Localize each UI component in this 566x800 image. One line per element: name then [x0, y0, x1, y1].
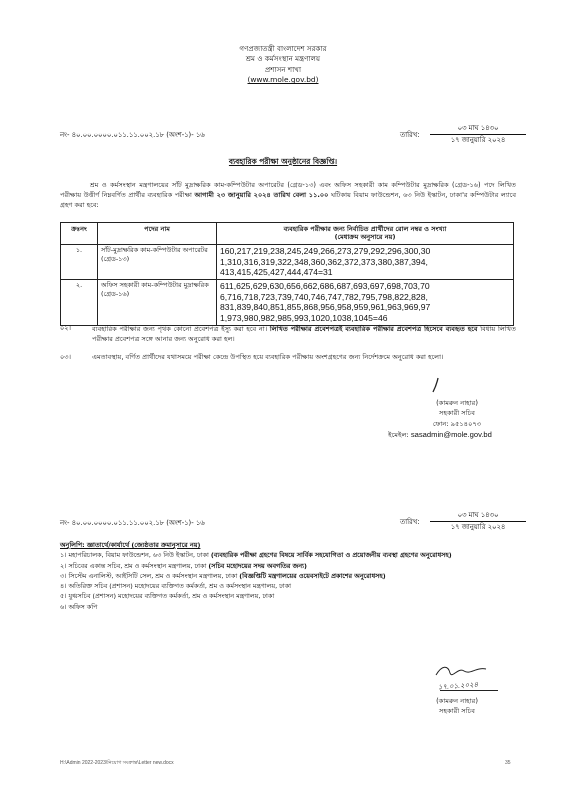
signatory-designation: সহকারী সচিব: [439, 409, 475, 418]
section-name: প্রশাসন শাখা: [264, 64, 302, 74]
signatory-email-row: [358, 429, 522, 441]
signatory-designation: সহকারী সচিব: [439, 707, 475, 716]
row-sl: ১.: [61, 244, 98, 279]
para2-rest: বিধায় লিখিত পরীক্ষার প্রবেশপত্র সঙ্গে আনার জন্য অনুরোধ করা হল।: [92, 325, 516, 344]
signatory-name: (কামরুন নাহার): [436, 399, 478, 407]
cc-heading: অনুলিপি: জ্ঞাতার্থে/কার্যার্থে (জ্যেষ্ঠতার ক্রমানুসারে নয়): [60, 541, 201, 549]
cc-item-bold: (সচিব মহোদয়ের সদয় অবগতির জন্য): [208, 561, 307, 570]
signature-block: [388, 398, 522, 441]
header-rolls-sub: (মেধাক্রম অনুসারে নয়): [334, 233, 396, 242]
date-bangla: ০৩ মাঘ ১৪৩০: [430, 511, 526, 522]
candidates-table: [60, 222, 514, 326]
email-label: ইমেইল:: [388, 431, 411, 440]
website-link[interactable]: (www.mole.gov.bd): [247, 75, 319, 85]
subject: [0, 157, 566, 167]
date-bangla: ০৩ মাঘ ১৪৩০: [430, 124, 526, 135]
para3-number: ০৩।: [60, 353, 71, 361]
table-row: [61, 279, 514, 325]
para3-text: এমতাবস্থায়, বর্ণিত প্রার্থীদের যথাসময়ে পরীক্ষা কেন্দ্রে উপস্থিত হয়ে ব্যবহারিক পরীক্ষায় অংশগ্রহণের জন্য নির্দেশক্রমে অনুরোধ করা হলো।: [92, 353, 444, 361]
cc-item-text: ২। সচিবের একান্ত সচিব, শ্রম ও কর্মসংস্থান মন্ত্রণালয়, ঢাকা: [60, 561, 209, 570]
cc-item: [60, 550, 520, 560]
row-rolls: 611,625,629,630,656,662,686,687,693,697,698,703,70 6,716,718,723,739,740,746,747,782,795,798,822,828, 831,839,840,851,855,868,956,958,959,961,963,969,97 1,973,980,982,985,993,1020,1038,1045=46: [217, 279, 514, 325]
cc-item: [60, 571, 520, 581]
footer-file-path: H:\Admin 2022-2023\নিয়োগ সংক্রান্ত\Letter new.docx: [60, 760, 174, 766]
date-english: ১৭ জানুয়ারি ২০২৪: [450, 136, 506, 144]
date-label: তারিখ:: [400, 131, 420, 139]
row-rolls: 160,217,219,238,245,249,266,273,279,292,296,300,30 1,310,316,319,322,348,360,362,372,373,380,387,394, 413,415,425,427,444,474=31: [217, 244, 514, 279]
cc-item: [60, 581, 520, 591]
signature-mark-1: [428, 376, 448, 394]
cc-item-text: ৬। অফিস কপি: [60, 602, 98, 611]
footer-page-number: 35: [505, 760, 511, 766]
cc-item: [60, 602, 520, 612]
row-sl: ২.: [61, 279, 98, 325]
para3: [60, 352, 516, 362]
cc-item-bold: (ব্যবহারিক পরীক্ষা গ্রহণের বিষয়ে সার্বিক সহযোগিতা ও প্রয়োজনীয় ব্যবস্থা গ্রহণের অনুরোধসহ): [210, 551, 452, 560]
cc-item-text: ৪। অতিরিক্ত সচিব (প্রশাসন) মহোদয়ের ব্যক্তিগত কর্মকর্তা, শ্রম ও কর্মসংস্থান মন্ত্রণালয়, ঢাকা: [60, 582, 291, 590]
para2-text: [92, 324, 516, 344]
intro-text: শ্রম ও কর্মসংস্থান মন্ত্রণালয়ের সাঁট মুদ্রাক্ষরিক কাম-কম্পিউটার অপারেটর (গ্রেড-১৩) এবং অফিস সহকারী কাম কম্পিউটার মুদ্রাক্ষরিক (গ্রেড-১৬) পদে লিখিত পরীক্ষায় উত্তীর্ণ নিম্নবর্ণিত প্রার্থীর ব্যবহারিক পরীক্ষা: [60, 181, 516, 200]
memo-number: নং- ৪০.০০.০০০০.০১১.১১.০০২.১৮ (অংশ-১)- ১৬: [60, 131, 205, 139]
para2-plain: ব্যবহারিক পরীক্ষার জন্য পৃথক কোনো প্রবেশপত্র ইস্যু করা হবে না।: [92, 325, 270, 333]
cc-item: [60, 561, 520, 571]
intro-date-bold: আগামী ২৩ জানুয়ারি ২০২৪ তারিখ বেলা ১১.০০: [194, 191, 329, 200]
signature-mark-2: [432, 661, 492, 683]
cc-list: [60, 540, 520, 612]
sign-underline: [440, 690, 498, 691]
para2-bold: লিখিত পরীক্ষার প্রবেশপত্রই ব্যবহারিক পরীক্ষার প্রবেশপত্র হিসেবে ব্যবহৃত হবে: [269, 325, 478, 333]
intro-rest: ঘটিকায় বিয়াম ফাউন্ডেশন, ৬৩ নিউ ইস্কাটন, ঢাকা'র কম্পিউটার ল্যাবে গ্রহণ করা হবে:: [60, 191, 516, 210]
handwritten-date: ১৭.০১.২০২৪: [437, 681, 479, 692]
date-label: তারিখ:: [400, 518, 420, 526]
header-rolls: [217, 223, 514, 245]
govt-name: গণপ্রজাতন্ত্রী বাংলাদেশ সরকার: [239, 44, 327, 53]
row-post: অফিস সহকারী কাম-কম্পিউটার মুদ্রাক্ষরিক (গ্রেড-১৬): [98, 279, 217, 325]
para2-number: ০২।: [60, 324, 71, 332]
signatory-name: (কামরুন নাহার): [436, 697, 478, 705]
cc-item: [60, 591, 520, 601]
letterhead: [0, 44, 566, 86]
header-sl: ক্রঃনং: [61, 223, 98, 245]
signature-block-cc: [392, 696, 522, 717]
date-english: ১৭ জানুয়ারি ২০২৪: [450, 523, 506, 531]
cc-item-text: ৩। সিস্টেম এনালিস্ট, আইসিটি সেল, শ্রম ও কর্মসংস্থান মন্ত্রণালয়, ঢাকা: [60, 571, 240, 580]
header-post: পদের নাম: [98, 223, 217, 245]
subject-text: ব্যবহারিক পরীক্ষা অনুষ্ঠানের বিজ্ঞপ্তি।: [228, 157, 338, 166]
date-block-cc: [400, 511, 532, 535]
cc-item-bold: (বিজ্ঞপ্তিটি মন্ত্রণালয়ের ওয়েবসাইটে প্রকাশের অনুরোধসহ): [239, 571, 386, 580]
table-row: [61, 244, 514, 279]
cc-item-text: ৫। যুগ্মসচিব (প্রশাসন) মহোদয়ের ব্যক্তিগত কর্মকর্তা, শ্রম ও কর্মসংস্থান মন্ত্রণালয়, ঢাকা: [60, 592, 275, 601]
row-post: সাঁট-মুদ্রাক্ষরিক কাম-কম্পিউটার অপারেটর (গ্রেড-১৩): [98, 244, 217, 279]
intro-paragraph: [60, 180, 516, 211]
cc-item-text: ১। মহাপরিচালক, বিয়াম ফাউন্ডেশন, ৬৩ নিউ ইস্কাটন, ঢাকা: [60, 551, 211, 560]
header-rolls-title: ব্যবহারিক পরীক্ষার জন্য নির্বাচিত প্রার্থীদের রোল নম্বর ও সংখ্যা: [283, 224, 447, 233]
table-header-row: [61, 223, 514, 245]
signatory-email[interactable]: sasadmin@mole.gov.bd: [410, 430, 492, 440]
ministry-name: শ্রম ও কর্মসংস্থান মন্ত্রণালয়: [245, 54, 321, 64]
date-block: [400, 124, 532, 148]
signatory-phone: ফোন: ৯৫১৪০৭৩: [432, 419, 482, 428]
memo-number-cc: নং- ৪০.০০.০০০০.০১১.১১.০০২.১৮ (অংশ-১)- ১৬: [60, 519, 205, 527]
